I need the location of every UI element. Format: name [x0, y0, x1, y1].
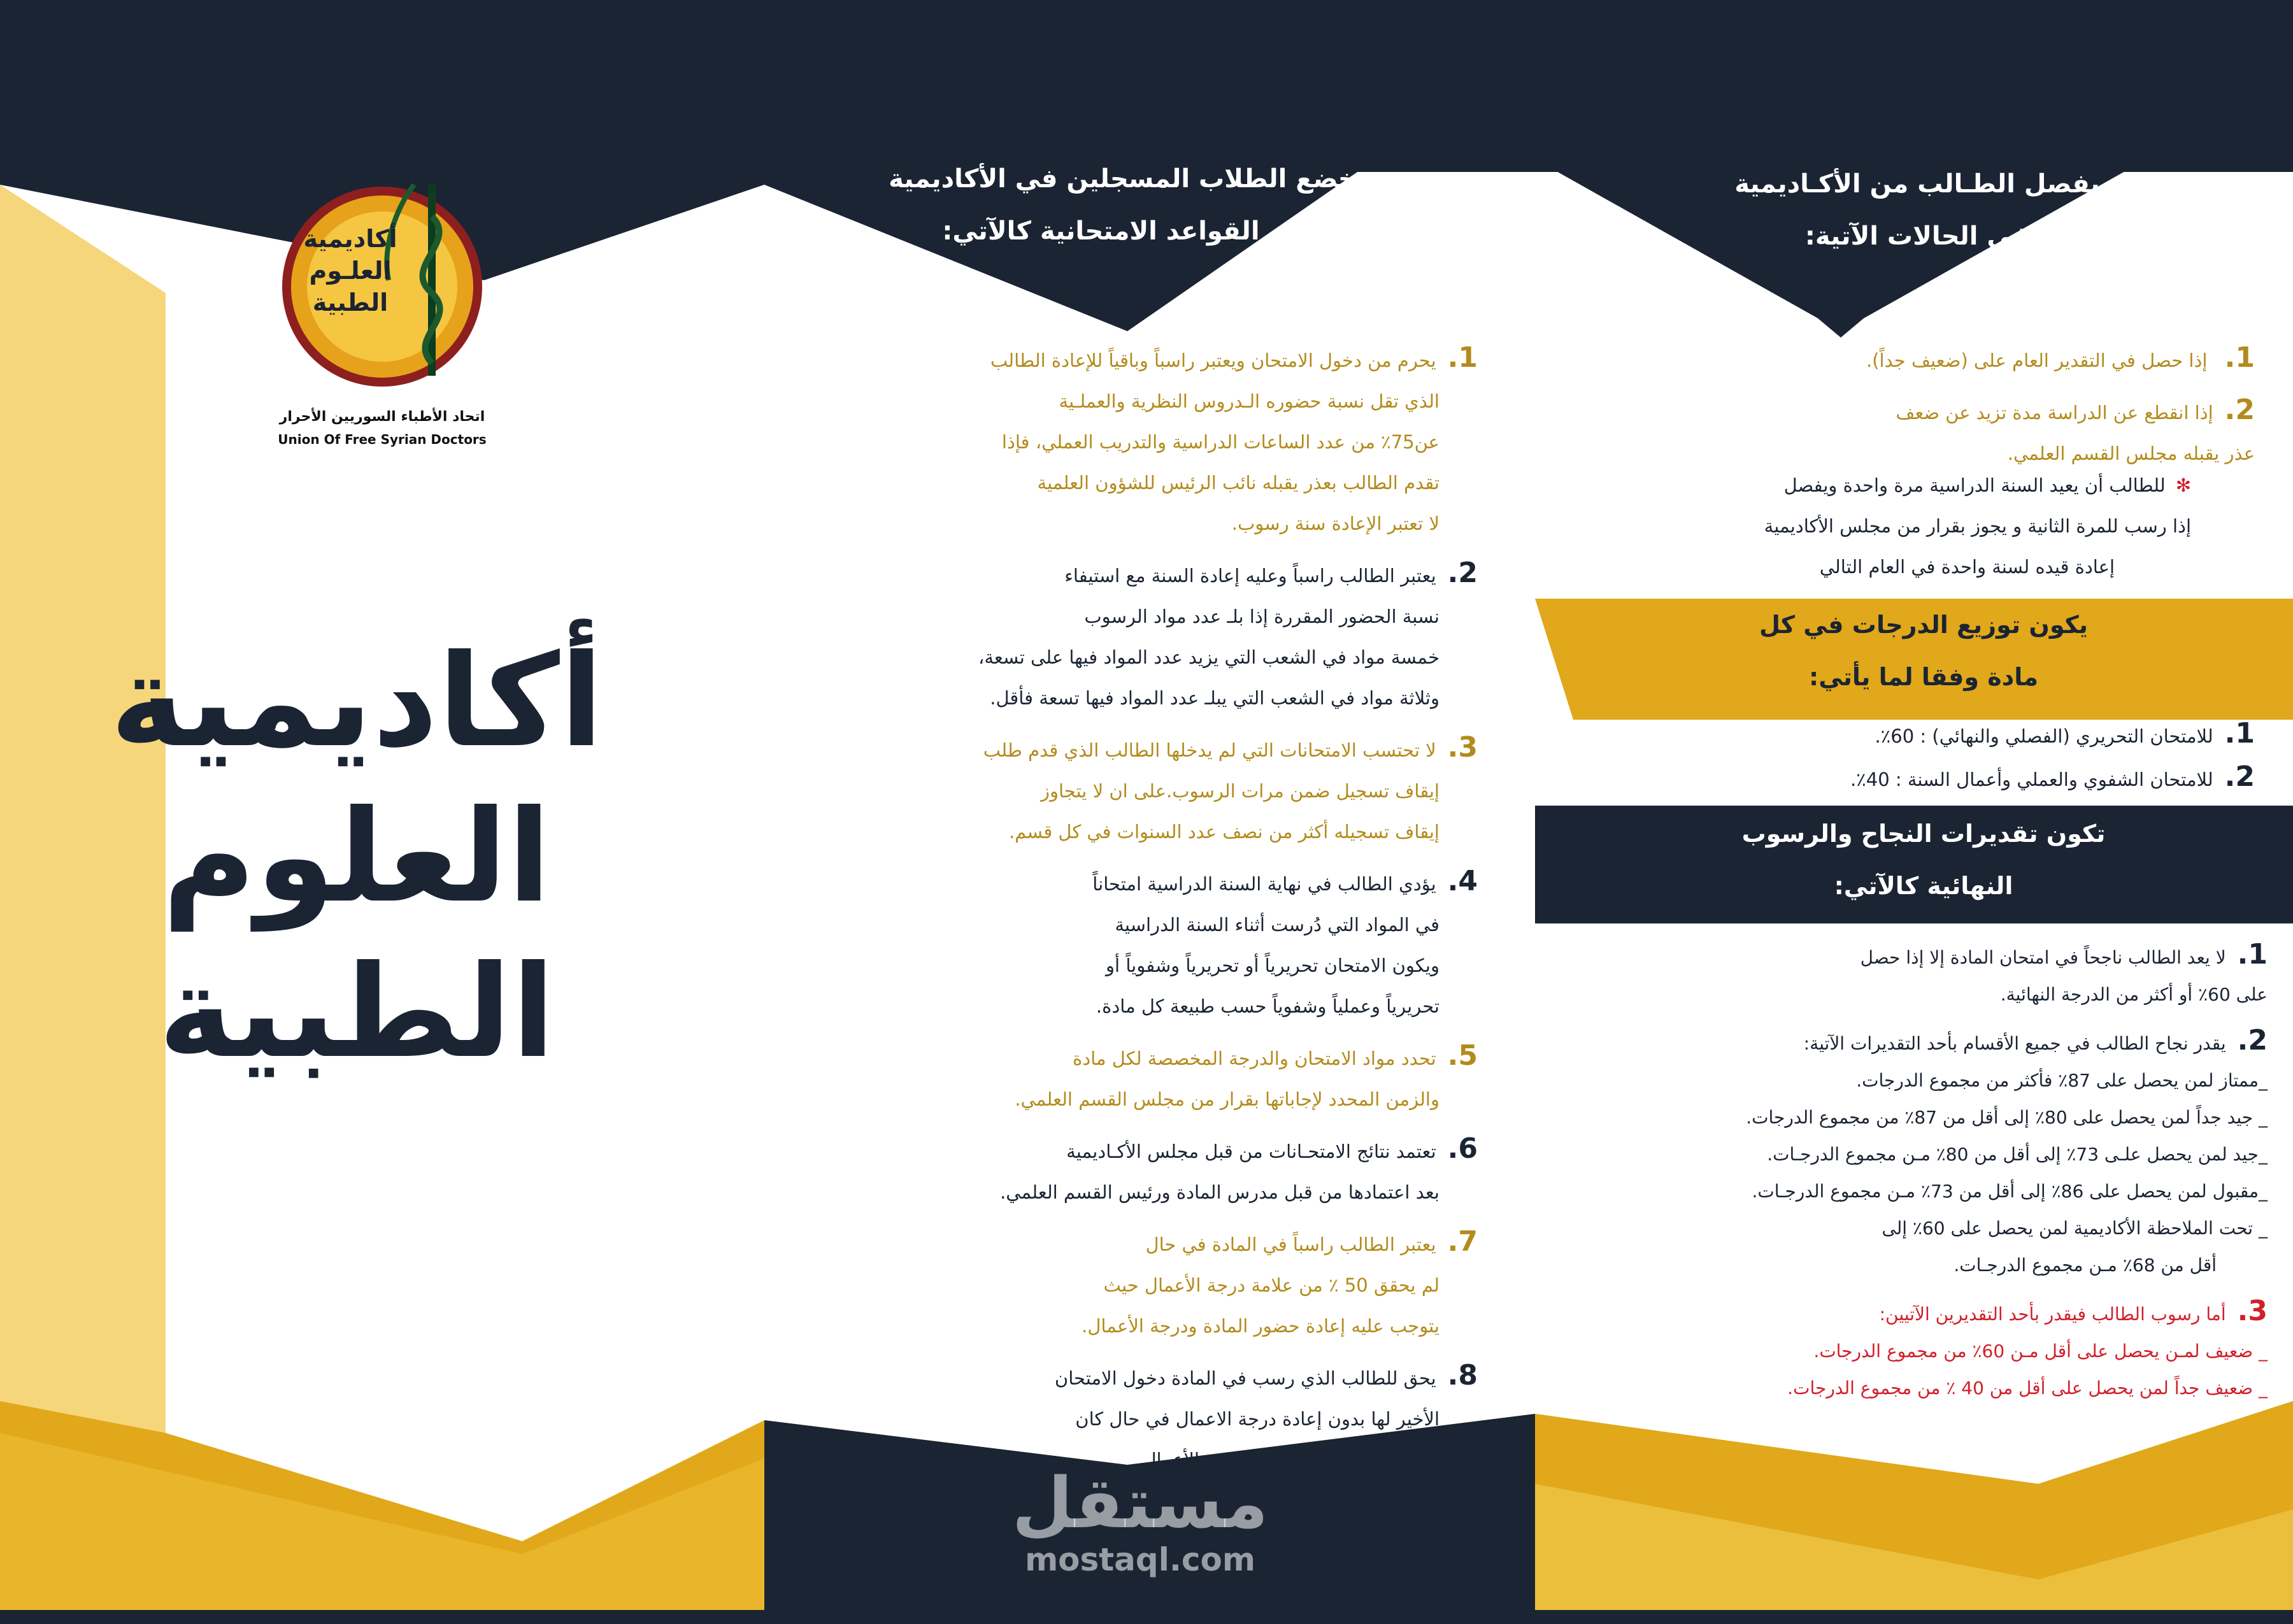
- rule-item-number: 7.: [1447, 1225, 1478, 1258]
- distribution-item-1-number: 1.: [2224, 717, 2255, 750]
- rule-item-3-first-line: [815, 727, 1478, 771]
- distribution-item-1: [1554, 713, 2255, 757]
- rule-item-1-first-line: [815, 338, 1478, 381]
- grades-list: [1554, 936, 2268, 1416]
- distribution-heading-line-1: يكون توزيع الدرجات في كل: [1759, 611, 2089, 639]
- rule-item-line: بعد اعتمادها من قبل مدرس المادة ورئيس القسم العلمي.: [1000, 1181, 1439, 1203]
- distribution-item-2: [1554, 757, 2255, 800]
- rule-item-number: 4.: [1447, 865, 1478, 897]
- grades-item-3-line-2: _ ضعيف لمـن يحصل على أقل مـن 60٪ من مجموع الدرجات.: [1813, 1341, 2268, 1362]
- rule-item-4: [815, 861, 1478, 1027]
- rule-item-8-first-line: [815, 1355, 1478, 1399]
- expel-item-2-number: 2.: [2224, 394, 2255, 426]
- grades-item-2-line-4: _جيد لمن يحصل علـى 73٪ إلى أقل من 80٪ مـن مجموع الدرجـات.: [1767, 1144, 2268, 1165]
- big-title-line-1: أكاديمية: [110, 627, 604, 776]
- rule-item-line: نسبة الحضور المقررة إذا بلـ عدد مواد الرسوب: [1084, 606, 1439, 627]
- logo-title-line-2: العلـوم: [309, 257, 392, 285]
- rule-item-7-first-line: [815, 1222, 1478, 1265]
- rule-item-text: يعتبر الطالب راسباً في المادة في حال: [1145, 1234, 1436, 1255]
- rule-item-line: الأخير لها بدون إعادة درجة الاعمال في حال كان: [1075, 1408, 1439, 1430]
- grades-item-3-line-3: _ ضعيف جداً لمن يحصل على أقل من 40 ٪ من مجموع الدرجات.: [1787, 1378, 2268, 1399]
- rule-item-line: وثلاثة مواد في الشعب التي يبلـ عدد المواد فيها تسعة فأقل.: [990, 687, 1439, 709]
- rule-item-line: يتوجب عليه إعادة حضور المادة ودرجة الأعمال.: [1082, 1315, 1439, 1337]
- rule-item-7: [815, 1222, 1478, 1346]
- grades-item-1-line-1: لا يعد الطالب ناجحاً في امتحان المادة إلا إذا حصل: [1860, 947, 2226, 968]
- distribution-item-2-number: 2.: [2224, 760, 2255, 793]
- expel-item-1-number: 1.: [2224, 341, 2255, 374]
- grades-heading-line-2: النهائية كالآتي:: [1834, 872, 2013, 900]
- right-heading-line-2: في الحالات الآتية:: [1804, 222, 2030, 251]
- rule-item-line: الذي تقل نسبة حضوره الـدروس النظرية والعملـية: [1059, 390, 1439, 412]
- middle-heading-line-1: يخضع الطلاب المسجلين في الأكاديمية: [889, 164, 1366, 194]
- grades-item-2-line-2: _ممتاز لمن يحصل على 87٪ فأكثر من مجموع الدرجات.: [1856, 1070, 2268, 1091]
- grades-item-3-line-1: أما رسوب الطالب فيقدر بأحد التقديرين الآتيين:: [1879, 1304, 2226, 1325]
- rule-item-text: يعتبر الطالب راسباً وعليه إعادة السنة مع استيفاء: [1064, 565, 1436, 587]
- rule-item-number: 3.: [1447, 731, 1478, 764]
- big-title-line-2: العلوم: [162, 783, 552, 931]
- rule-item-line: تقدم الطالب بعذر يقبله نائب الرئيس للشؤون العلمية: [1037, 472, 1439, 494]
- readmission-note: [1554, 465, 2191, 587]
- rule-item-text: تعتمد نتائج الامتحـانات من قبل مجلس الأكـاديمية: [1066, 1141, 1436, 1162]
- rule-item-text: يحق للطالب الذي رسب في المادة دخول الامتحان: [1054, 1367, 1436, 1389]
- watermark-en: mostaql.com: [1025, 1541, 1255, 1578]
- logo: [268, 172, 497, 459]
- grades-heading: [1605, 808, 2242, 912]
- rule-item-8: [815, 1355, 1478, 1480]
- rule-item-line: خمسة مواد في الشعب التي يزيد عدد المواد فيها على تسعة،: [978, 646, 1439, 668]
- grades-item-2-line-1: يقدر نجاح الطالب في جميع الأقسام بأحد التقديرات الآتية:: [1803, 1033, 2226, 1054]
- middle-heading-line-2: إلى القواعد الامتحانية كالآتي:: [942, 217, 1313, 246]
- logo-union-en: Union Of Free Syrian Doctors: [278, 432, 487, 447]
- rule-item-text: يحرم من دخول الامتحان ويعتبر راسباً وباقياً للإعادة الطالب: [990, 350, 1436, 371]
- expel-item-2-line-1: إذا انقطع عن الدراسة مدة تزيد عن ضعف: [1896, 402, 2213, 424]
- rule-item-number: 8.: [1447, 1359, 1478, 1392]
- rule-item-line: لم يحقق 50 ٪ من علامة درجة الأعمال حيث: [1103, 1274, 1439, 1296]
- grades-item-2: [1554, 1022, 2268, 1284]
- rule-item-2-first-line: [815, 553, 1478, 596]
- rule-item-line: لا تعتبر الإعادة سنة رسوب.: [1231, 513, 1439, 534]
- expel-item-1-text: إذا حصل في التقدير العام على (ضعيف جداً).: [1866, 350, 2208, 371]
- rule-item-6: [815, 1129, 1478, 1213]
- rule-item-text: لا تحتسب الامتحانات التي لم يدخلها الطالب الذي قدم طلب: [983, 739, 1436, 761]
- grades-item-1-line-2: على 60٪ أو أكثر من الدرجة النهائية.: [2000, 984, 2268, 1005]
- grades-item-1-number: 1.: [2237, 938, 2268, 971]
- rule-item-line: في المواد التي دُرست أثناء السنة الدراسية: [1115, 914, 1439, 936]
- rule-item-line: ويكون الامتحان تحريرياً أو تحريرياً وشفوياً أو: [1106, 955, 1439, 976]
- rule-item-line: تحريرياً وعملياً وشفوياً حسب طبيعة كل مادة.: [1096, 995, 1439, 1017]
- rule-item-4-first-line: [815, 861, 1478, 904]
- grades-item-2-line-5: _مقبول لمن يحصل على 86٪ إلى أقل من 73٪ مـن مجموع الدرجـات.: [1752, 1181, 2268, 1202]
- watermark-ar: مستقل: [1011, 1462, 1269, 1544]
- note-line-2: إذا رسب للمرة الثانية و يجوز بقرار من مجلس الأكاديمية: [1764, 515, 2191, 537]
- distribution-heading: [1605, 599, 2242, 703]
- rule-item-text: تحدد مواد الامتحان والدرجة المخصصة لكل مادة: [1073, 1048, 1436, 1069]
- distribution-heading-line-2: مادة وفقا لما يأتي:: [1809, 663, 2038, 691]
- rule-item-2: [815, 553, 1478, 718]
- rule-item-text: يؤدي الطالب في نهاية السنة الدراسية امتحاناً: [1092, 873, 1436, 895]
- big-title-line-3: الطبية: [158, 938, 555, 1086]
- grades-item-3: [1554, 1293, 2268, 1407]
- expel-item-2-line-2: عذر يقبله مجلس القسم العلمي.: [2007, 443, 2255, 464]
- rule-item-line: إيقاف تسجيل ضمن مرات الرسوب.على ان لا يتجاوز: [1040, 780, 1439, 802]
- expel-item-2: [1554, 390, 2255, 474]
- grades-item-2-line-6: _ تحت الملاحظة الأكاديمية لمن يحصل على 60٪ إلى: [1882, 1218, 2268, 1239]
- note-line-1: للطالب أن يعيد السنة الدراسية مرة واحدة ويفصل: [1783, 474, 2166, 496]
- rule-item-line: عن75٪ من عدد الساعات الدراسية والتدريب العملي، فإذا: [1001, 431, 1439, 453]
- expel-item-1: [1554, 338, 2255, 381]
- middle-rules-list: [815, 338, 1478, 1489]
- rule-item-number: 6.: [1447, 1132, 1478, 1165]
- rule-item-3: [815, 727, 1478, 852]
- rule-item-5-first-line: [815, 1036, 1478, 1079]
- watermark: [981, 1462, 1299, 1578]
- grades-heading-line-1: تكون تقديرات النجاح والرسوب: [1741, 820, 2106, 848]
- distribution-item-2-text: للامتحان الشفوي والعملي وأعمال السنة : 40٪.: [1850, 769, 2213, 790]
- middle-heading: [815, 153, 1439, 257]
- right-heading: [1605, 158, 2229, 262]
- rule-item-1: [815, 338, 1478, 544]
- logo-title-line-3: الطبية: [312, 288, 389, 317]
- rule-item-number: 5.: [1447, 1039, 1478, 1072]
- grades-item-2-number: 2.: [2237, 1024, 2268, 1057]
- distribution-list: [1554, 713, 2255, 800]
- rule-item-line: حاصلاً على05٪ وأكثر من درجة الأعمال: [1143, 1449, 1439, 1471]
- logo-union-ar: اتحاد الأطباء السوريين الأحرار: [279, 409, 485, 425]
- rule-item-6-first-line: [815, 1129, 1478, 1172]
- rule-item-line: إيقاف تسجيله أكثر من نصف عدد السنوات في كل قسم.: [1008, 821, 1439, 843]
- logo-title-line-1: أكاديمية: [303, 225, 397, 253]
- expel-list: [1554, 338, 2255, 483]
- grades-item-3-number: 3.: [2237, 1295, 2268, 1327]
- distribution-item-1-text: للامتحان التحريري (الفصلي والنهائي) : 60٪.: [1875, 725, 2213, 747]
- rule-item-5: [815, 1036, 1478, 1120]
- rule-item-line: والزمن المحدد لإجاباتها بقرار من مجلس القسم العلمي.: [1015, 1088, 1439, 1110]
- asterisk-icon: ✻: [2175, 474, 2191, 496]
- rule-item-number: 2.: [1447, 557, 1478, 589]
- grades-item-2-line-3: _ جيد جداً لمن يحصل على 80٪ إلى أقل من 87٪ من مجموع الدرجات.: [1746, 1107, 2268, 1128]
- note-line-3: إعادة قيده لسنة واحدة في العام التالي: [1819, 556, 2115, 578]
- grades-item-1: [1554, 936, 2268, 1013]
- big-title: [102, 624, 611, 1090]
- rule-item-number: 1.: [1447, 341, 1478, 374]
- right-heading-line-1: يفصل الطـالب من الأكـاديمية: [1734, 169, 2100, 199]
- grades-item-2-line-7: أقل من 68٪ مـن مجموع الدرجـات.: [1954, 1255, 2217, 1276]
